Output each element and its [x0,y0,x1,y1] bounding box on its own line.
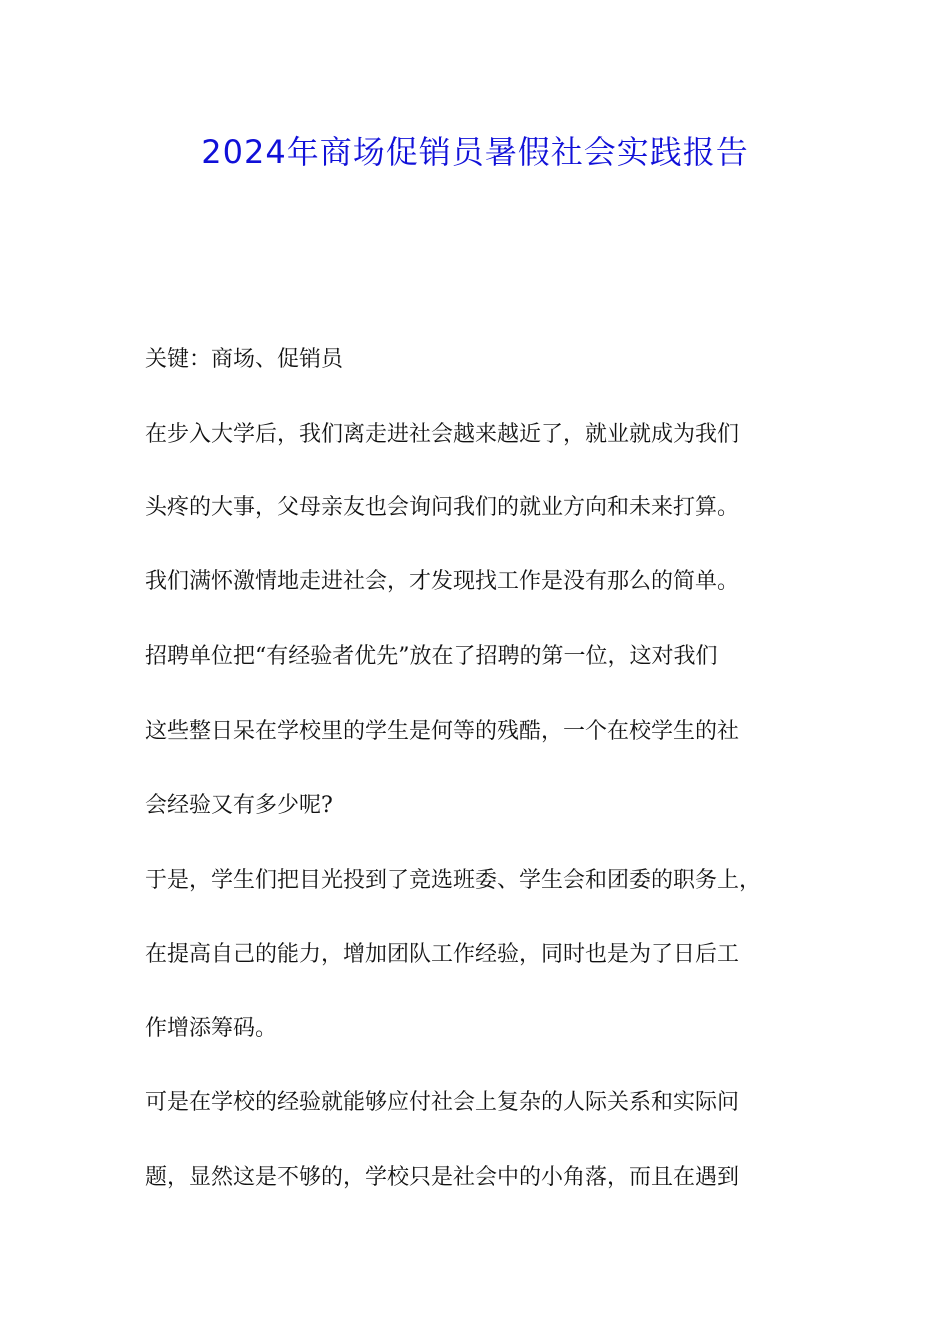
paragraph-line: 会经验又有多少呢? [145,793,333,818]
paragraph-line: 招聘单位把“有经验者优先”放在了招聘的第一位，这对我们 [145,644,718,669]
paragraph-line: 于是，学生们把目光投到了竞选班委、学生会和团委的职务上， [145,868,762,893]
paragraph-line: 在提高自己的能力，增加团队工作经验，同时也是为了日后工 [145,942,740,967]
paragraph-line: 我们满怀激情地走进社会，才发现找工作是没有那么的简单。 [145,569,740,594]
paragraph-line: 在步入大学后，我们离走进社会越来越近了，就业就成为我们 [145,422,740,447]
paragraph-line: 可是在学校的经验就能够应付社会上复杂的人际关系和实际问 [145,1090,740,1115]
paragraph-line: 作增添筹码。 [145,1016,278,1041]
page-title: 2024年商场促销员暑假社会实践报告 [201,133,749,171]
paragraph-line: 题，显然这是不够的，学校只是社会中的小角落，而且在遇到 [145,1165,740,1190]
keywords-line: 关键：商场、促销员 [145,347,344,372]
paragraph-line: 头疼的大事，父母亲友也会询问我们的就业方向和未来打算。 [145,495,740,520]
paragraph-line: 这些整日呆在学校里的学生是何等的残酷，一个在校学生的社 [145,719,740,744]
